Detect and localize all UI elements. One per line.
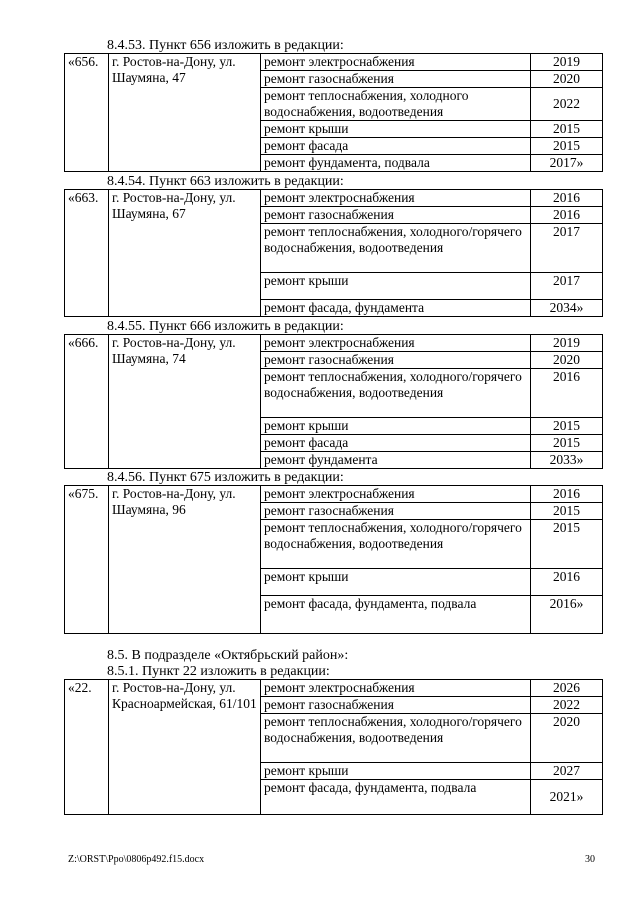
work-cell: ремонт крыши (261, 121, 531, 138)
work-cell: ремонт крыши (261, 418, 531, 435)
year-cell: 2020 (531, 714, 603, 763)
work-cell: ремонт газоснабжения (261, 207, 531, 224)
work-cell: ремонт фасада, фундамента, подвала (261, 596, 531, 634)
year-cell: 2020 (531, 352, 603, 369)
heading-8-4-54: 8.4.54. Пункт 663 изложить в редакции: (107, 174, 344, 189)
year-cell: 2016 (531, 569, 603, 596)
work-cell: ремонт фасада, фундамента (261, 300, 531, 317)
year-cell: 2022 (531, 697, 603, 714)
heading-8-4-53: 8.4.53. Пункт 656 изложить в редакции: (107, 38, 344, 53)
year-cell: 2016 (531, 207, 603, 224)
year-cell: 2017 (531, 224, 603, 273)
year-cell: 2016 (531, 486, 603, 503)
year-cell: 2019 (531, 54, 603, 71)
work-cell: ремонт крыши (261, 763, 531, 780)
work-cell: ремонт фундамента (261, 452, 531, 469)
table-675 (64, 485, 603, 634)
work-cell: ремонт теплоснабжения, холодного/горячего водоснабжения, водоотведения (261, 714, 531, 763)
year-cell: 2016 (531, 190, 603, 207)
year-cell: 2015 (531, 138, 603, 155)
item-number: «666. (65, 335, 109, 469)
item-address: г. Ростов-на-Дону, ул. Красноармейская, 61/101 (109, 680, 261, 815)
work-cell: ремонт электроснабжения (261, 680, 531, 697)
item-number: «22. (65, 680, 109, 815)
work-cell: ремонт газоснабжения (261, 503, 531, 520)
item-address: г. Ростов-на-Дону, ул. Шаумяна, 96 (109, 486, 261, 634)
item-address: г. Ростов-на-Дону, ул. Шаумяна, 47 (109, 54, 261, 172)
year-cell: 2016» (531, 596, 603, 634)
work-cell: ремонт газоснабжения (261, 71, 531, 88)
work-cell: ремонт теплоснабжения, холодного водоснабжения, водоотведения (261, 88, 531, 121)
work-cell: ремонт крыши (261, 569, 531, 596)
year-cell: 2033» (531, 452, 603, 469)
table-22 (64, 679, 603, 815)
work-cell: ремонт газоснабжения (261, 352, 531, 369)
heading-8-4-55: 8.4.55. Пункт 666 изложить в редакции: (107, 319, 344, 334)
table-656 (64, 53, 603, 172)
work-cell: ремонт фундамента, подвала (261, 155, 531, 172)
year-cell: 2020 (531, 71, 603, 88)
item-number: «656. (65, 54, 109, 172)
work-cell: ремонт газоснабжения (261, 697, 531, 714)
year-cell: 2019 (531, 335, 603, 352)
work-cell: ремонт электроснабжения (261, 335, 531, 352)
item-number: «663. (65, 190, 109, 317)
year-cell: 2015 (531, 520, 603, 569)
item-address: г. Ростов-на-Дону, ул. Шаумяна, 74 (109, 335, 261, 469)
work-cell: ремонт фасада (261, 138, 531, 155)
year-cell: 2026 (531, 680, 603, 697)
work-cell: ремонт фасада (261, 435, 531, 452)
year-cell: 2015 (531, 121, 603, 138)
year-cell: 2021» (531, 780, 603, 815)
year-cell: 2016 (531, 369, 603, 418)
table-666 (64, 334, 603, 469)
year-cell: 2017» (531, 155, 603, 172)
year-cell: 2022 (531, 88, 603, 121)
year-cell: 2015 (531, 418, 603, 435)
work-cell: ремонт электроснабжения (261, 54, 531, 71)
subsection-heading: 8.5. В подразделе «Октябрьский район»: (107, 648, 349, 663)
table-663 (64, 189, 603, 317)
year-cell: 2015 (531, 435, 603, 452)
work-cell: ремонт электроснабжения (261, 190, 531, 207)
work-cell: ремонт теплоснабжения, холодного/горячего водоснабжения, водоотведения (261, 369, 531, 418)
year-cell: 2015 (531, 503, 603, 520)
work-cell: ремонт теплоснабжения, холодного/горячего водоснабжения, водоотведения (261, 224, 531, 273)
work-cell: ремонт электроснабжения (261, 486, 531, 503)
year-cell: 2034» (531, 300, 603, 317)
heading-8-4-56: 8.4.56. Пункт 675 изложить в редакции: (107, 470, 344, 485)
footer-file-path: Z:\ORST\Ppo\0806p492.f15.docx (68, 854, 205, 865)
year-cell: 2027 (531, 763, 603, 780)
work-cell: ремонт фасада, фундамента, подвала (261, 780, 531, 815)
year-cell: 2017 (531, 273, 603, 300)
work-cell: ремонт крыши (261, 273, 531, 300)
work-cell: ремонт теплоснабжения, холодного/горячего водоснабжения, водоотведения (261, 520, 531, 569)
item-address: г. Ростов-на-Дону, ул. Шаумяна, 67 (109, 190, 261, 317)
item-number: «675. (65, 486, 109, 634)
heading-8-5-1: 8.5.1. Пункт 22 изложить в редакции: (107, 664, 330, 679)
page-number: 30 (585, 854, 595, 865)
